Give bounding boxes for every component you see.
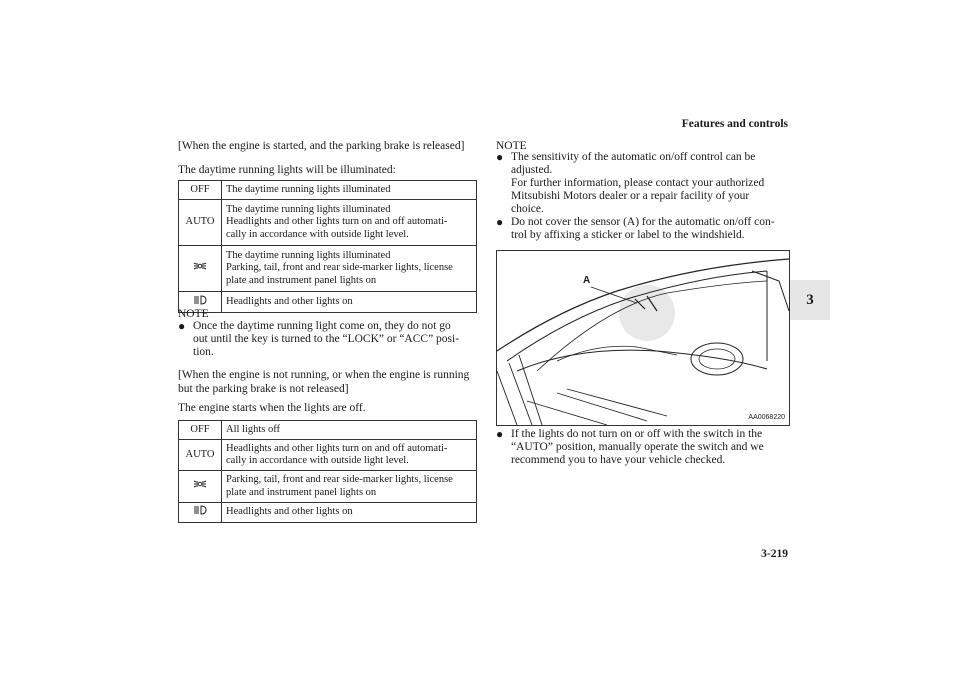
note-line: For further information, please contact your authorized [511, 177, 765, 189]
note-line: trol by affixing a sticker or label to the windshield. [511, 229, 745, 241]
engine-started-heading: [When the engine is started, and the parking brake is released] [178, 140, 465, 152]
table-cell [222, 421, 477, 440]
note-line: adjusted. [511, 164, 553, 176]
drl-intro-text: The daytime running lights will be illuminated: [178, 164, 396, 176]
cell-line: Headlights and other lights on [226, 506, 353, 518]
switch-position: AUTO [179, 440, 222, 471]
table-cell [222, 503, 477, 523]
note-line: recommend you to have your vehicle checked. [511, 454, 726, 466]
page-header-title: Features and controls [681, 118, 788, 130]
table-row [179, 471, 477, 503]
cell-line: All lights off [226, 423, 281, 435]
heading-line: but the parking brake is not released] [178, 383, 349, 395]
table-row [179, 200, 477, 246]
bullet-icon: ● [496, 150, 504, 164]
table-cell [222, 246, 477, 292]
list-item [178, 320, 476, 359]
windshield-illustration [497, 251, 789, 425]
cell-line: plate and instrument panel lights on [226, 486, 377, 498]
table-row [179, 440, 477, 471]
note-list [496, 151, 788, 242]
chapter-tab [790, 280, 830, 320]
note-line: “AUTO” position, manually operate the switch and we [511, 441, 764, 453]
windshield-sensor-figure [496, 250, 790, 426]
engine-not-running-heading [178, 368, 476, 396]
engine-starts-text: The engine starts when the lights are off. [178, 402, 366, 414]
note-line: tion. [193, 346, 214, 358]
parking-light-icon [193, 261, 207, 271]
cell-line: cally in accordance with outside light level. [226, 228, 409, 240]
table-cell [222, 200, 477, 246]
bullet-icon: ● [496, 427, 504, 441]
table-row [179, 246, 477, 292]
switch-position [179, 246, 222, 292]
cell-line: The daytime running lights illuminated [226, 183, 391, 195]
lights-table [178, 420, 477, 523]
switch-position: OFF [179, 181, 222, 200]
note-label: NOTE [496, 140, 527, 152]
switch-position [179, 471, 222, 503]
note-line: choice. [511, 203, 544, 215]
table-cell [222, 181, 477, 200]
note-list [496, 428, 788, 467]
list-item [496, 151, 788, 216]
cell-line: Parking, tail, front and rear side-marker lights, license [226, 474, 453, 485]
cell-line: plate and instrument panel lights on [226, 274, 377, 286]
bullet-icon: ● [178, 319, 186, 333]
headlight-icon [193, 295, 207, 305]
cell-line: cally in accordance with outside light level. [226, 455, 409, 466]
table-cell [222, 471, 477, 503]
sensor-label: A [583, 275, 591, 286]
cell-line: The daytime running lights illuminated [226, 203, 391, 215]
note-list [178, 320, 476, 359]
note-line: Mitsubishi Motors dealer or a repair facility of your [511, 190, 750, 202]
cell-line: Headlights and other lights on [226, 295, 353, 307]
cell-line: Parking, tail, front and rear side-marker lights, license [226, 262, 453, 274]
bullet-icon: ● [496, 215, 504, 229]
page-number: 3-219 [761, 548, 788, 560]
drl-table [178, 180, 477, 313]
cell-line: The daytime running lights illuminated [226, 249, 391, 261]
figure-code: AA0068220 [748, 414, 785, 421]
cell-line: Headlights and other lights turn on and off automati- [226, 216, 448, 228]
note-line: If the lights do not turn on or off with the switch in the [511, 428, 763, 440]
note-label: NOTE [178, 308, 209, 320]
table-row [179, 181, 477, 200]
note-line: The sensitivity of the automatic on/off control can be [511, 151, 756, 163]
headlight-icon [193, 505, 207, 515]
note-line: Do not cover the sensor (A) for the automatic on/off con- [511, 216, 775, 228]
heading-line: [When the engine is not running, or when the engine is running [178, 369, 470, 381]
parking-light-icon [193, 479, 207, 489]
note-line: Once the daytime running light come on, they do not go [193, 320, 451, 332]
table-row [179, 503, 477, 523]
switch-position: OFF [179, 421, 222, 440]
switch-position [179, 503, 222, 523]
switch-position: AUTO [179, 200, 222, 246]
table-cell [222, 440, 477, 471]
note-line: out until the key is turned to the “LOCK” or “ACC” posi- [193, 333, 460, 345]
table-row [179, 421, 477, 440]
cell-line: Headlights and other lights turn on and off automati- [226, 442, 448, 454]
list-item [496, 216, 788, 242]
chapter-number: 3 [806, 292, 814, 308]
list-item [496, 428, 788, 467]
